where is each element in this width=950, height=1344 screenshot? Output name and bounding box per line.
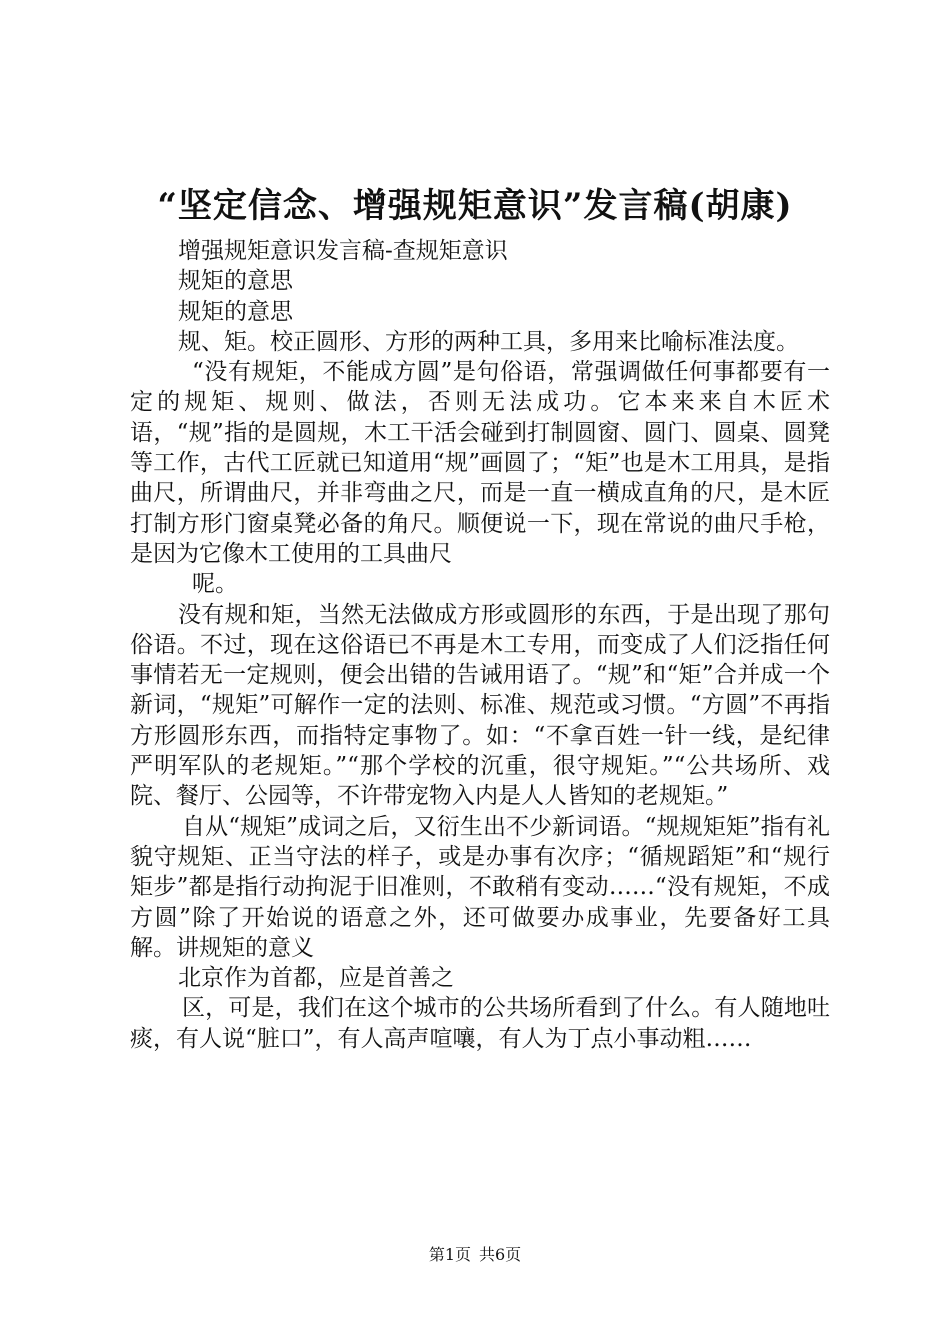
paragraph-public-places: 区，可是，我们在这个城市的公共场所看到了什么。有人随地吐痰，有人说“脏口”，有人高声喧嚷，有人为丁点小事动粗…… (130, 995, 830, 1052)
paragraph-fragment: 呢。 (192, 571, 238, 598)
paragraph-meaning: 没有规和矩，当然无法做成方形或圆形的东西，于是出现了那句俗语。不过，现在这俗语已不再是木工专用，而变成了人们泛指任何事情若无一定规则，便会出错的告诫用语了。“规”和“矩”合并成一个新词，“规矩”可解作一定的法则、标准、规范或习惯。“方圆”不再指方形圆形东西，而指特定事物了。如：“不拿百姓一针一线，是纪律严明军队的老规矩。”“那个学校的沉重，很守规矩。”“公共场所、戏院、餐厅、公园等，不许带宠物入内是人人皆知的老规矩。” (130, 601, 830, 810)
document-title: “坚定信念、增强规矩意识”发言稿(胡康) (157, 186, 793, 226)
paragraph-definition: 规、矩。校正圆形、方形的两种工具，多用来比喻标准法度。 (178, 328, 799, 355)
page-number: 第1页 (428, 1245, 471, 1264)
page-total: 共6页 (479, 1245, 522, 1264)
paragraph-heading-1: 规矩的意思 (178, 268, 293, 295)
page-footer (0, 1244, 950, 1266)
paragraph-derived-words: 自从“规矩”成词之后，又衍生出不少新词语。“规规矩矩”指有礼貌守规矩、正当守法的样子，或是办事有次序；“循规蹈矩”和“规行矩步”都是指行动拘泥于旧准则，不敢稍有变动……“没有规矩，不成方圆”除了开始说的语意之外，还可做要办成事业，先要备好工具解。讲规矩的意义 (130, 813, 830, 961)
paragraph-heading-2: 规矩的意思 (178, 298, 293, 325)
paragraph-proverb: “没有规矩，不能成方圆”是句俗语，常强调做任何事都要有一定的规矩、规则、做法，否则无法成功。它本来来自木匠术语，“规”指的是圆规，木工干活会碰到打制圆窗、圆门、圆桌、圆凳等工作，古代工匠就已知道用“规”画圆了；“矩”也是木工用具，是指曲尺，所谓曲尺，并非弯曲之尺，而是一直一横成直角的尺，是木匠打制方形门窗桌凳必备的角尺。顺便说一下，现在常说的曲尺手枪，是因为它像木工使用的工具曲尺 (130, 359, 830, 567)
paragraph-subtitle: 增强规矩意识发言稿-查规矩意识 (178, 238, 508, 264)
paragraph-beijing: 北京作为首都，应是首善之 (178, 965, 454, 992)
document-body (130, 236, 830, 1054)
